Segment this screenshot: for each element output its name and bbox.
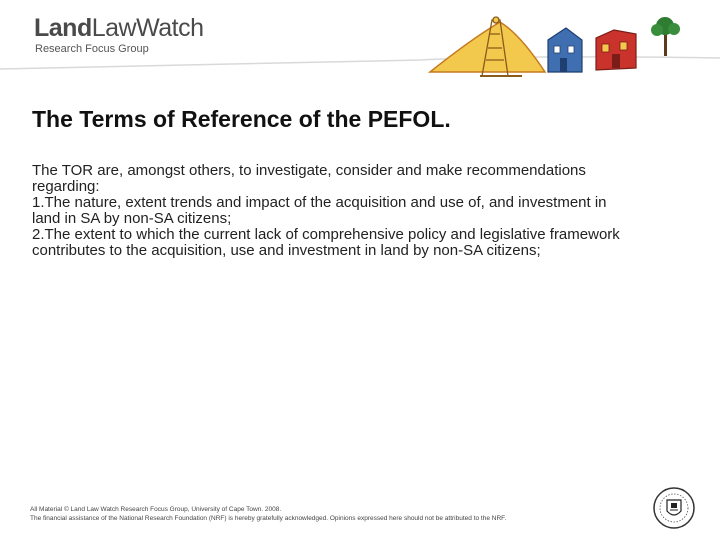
header [0,0,720,90]
university-seal-icon [652,486,696,530]
red-building-icon [596,30,636,70]
landscape-illustration-icon [0,0,720,90]
tree-icon [651,17,680,56]
footer [30,505,650,523]
logo-rest-part: LawWatch [91,14,204,42]
slide-title: The Terms of Reference of the PEFOL. [32,106,451,132]
logo-bold-part: Land [34,14,92,42]
footer-acknowledgement: The financial assistance of the National Research Foundation (NRF) is hereby gratefully acknowledged. Opinions expressed here should not be attributed to the NRF. [30,515,507,522]
footer-copyright: All Material © Land Law Watch Research Focus Group, University of Cape Town. 2008. [30,506,282,513]
body-paragraph-intro: The TOR are, amongst others, to investigate, consider and make recommendations regarding: [32,162,586,195]
logo-subtitle: Research Focus Group [35,43,149,55]
body-paragraph-point-2: 2.The extent to which the current lack of comprehensive policy and legislative framework contributes to the acquisition, use and investment in land by non-SA citizens; [32,226,620,259]
blue-building-icon [548,28,582,72]
slide-body [32,163,632,259]
body-paragraph-point-1: 1.The nature, extent trends and impact of the acquisition and use of, and investment in land in SA by non-SA citizens; [32,194,607,227]
